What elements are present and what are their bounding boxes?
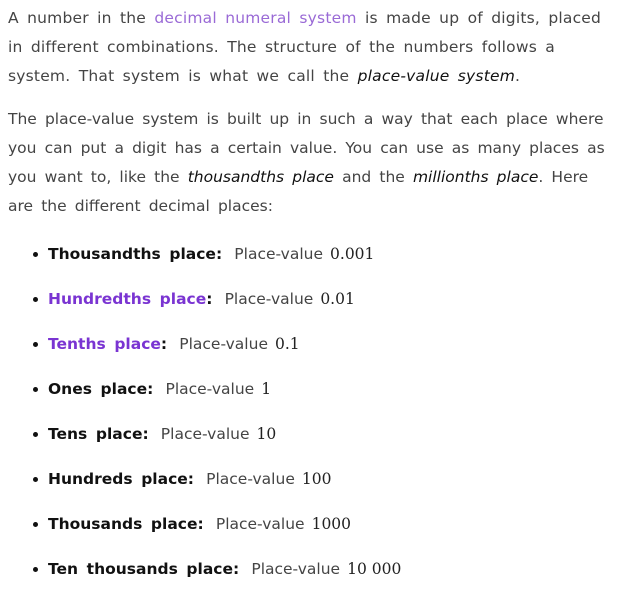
paragraph-text: A number in the bbox=[8, 9, 155, 27]
emphasis-text: thousandths place bbox=[187, 168, 334, 186]
place-label: Thousands place bbox=[48, 515, 198, 533]
place-value-number: 100 bbox=[301, 470, 332, 488]
decimal-numeral-system-link[interactable]: decimal numeral system bbox=[154, 9, 357, 27]
list-item bbox=[48, 288, 612, 333]
emphasis-text: place-value system bbox=[357, 67, 516, 85]
place-value-prefix: Place-value bbox=[206, 470, 295, 488]
intro-paragraph bbox=[8, 4, 612, 91]
paragraph-text: . bbox=[515, 67, 521, 85]
paragraph-text: is made up of digits, placed in different combinations. The structure of the numbers follows a system. That system is what we call the bbox=[8, 9, 602, 85]
place-label-link[interactable]: Hundredths place bbox=[48, 290, 207, 308]
place-value-number: 0.1 bbox=[274, 335, 300, 353]
colon: : bbox=[206, 290, 213, 308]
list-item bbox=[48, 468, 612, 513]
decimal-places-list bbox=[8, 243, 612, 603]
place-value-number: 10 000 bbox=[347, 560, 402, 578]
list-item bbox=[48, 423, 612, 468]
colon: : bbox=[160, 335, 168, 353]
paragraph-text: The place-value system is built up in such a way that each place where you can put a digit has a certain value. You can use as many places as you want to, like the bbox=[8, 110, 605, 186]
paragraph-text: and the bbox=[333, 168, 413, 186]
place-value-prefix: Place-value bbox=[234, 245, 324, 263]
list-item bbox=[48, 243, 612, 288]
place-value-number: 10 bbox=[256, 425, 277, 443]
place-label: Ten thousands place bbox=[48, 560, 233, 578]
place-value-prefix: Place-value bbox=[160, 425, 250, 443]
colon: : bbox=[233, 560, 240, 578]
paragraph-text: . Here are the different decimal places: bbox=[8, 168, 589, 215]
emphasis-text: millionths place bbox=[412, 168, 539, 186]
list-item bbox=[48, 378, 612, 423]
place-value-prefix: Place-value bbox=[251, 560, 341, 578]
place-label: Ones place bbox=[48, 380, 148, 398]
colon: : bbox=[147, 380, 154, 398]
place-value-number: 0.01 bbox=[320, 290, 355, 308]
list-item bbox=[48, 513, 612, 558]
place-value-number: 1000 bbox=[311, 515, 352, 533]
place-value-prefix: Place-value bbox=[224, 290, 314, 308]
place-label: Tens place bbox=[48, 425, 143, 443]
place-label-link[interactable]: Tenths place bbox=[48, 335, 161, 353]
place-value-prefix: Place-value bbox=[215, 515, 305, 533]
colon: : bbox=[197, 515, 204, 533]
place-value-prefix: Place-value bbox=[179, 335, 268, 353]
place-value-prefix: Place-value bbox=[165, 380, 255, 398]
place-label: Hundreds place bbox=[48, 470, 188, 488]
list-item bbox=[48, 333, 612, 378]
colon: : bbox=[215, 245, 223, 263]
place-label: Thousandths place bbox=[48, 245, 216, 263]
place-value-number: 1 bbox=[261, 380, 272, 398]
place-value-paragraph bbox=[8, 105, 612, 221]
colon: : bbox=[187, 470, 194, 488]
list-item bbox=[48, 558, 612, 603]
colon: : bbox=[142, 425, 149, 443]
place-value-number: 0.001 bbox=[330, 245, 375, 263]
